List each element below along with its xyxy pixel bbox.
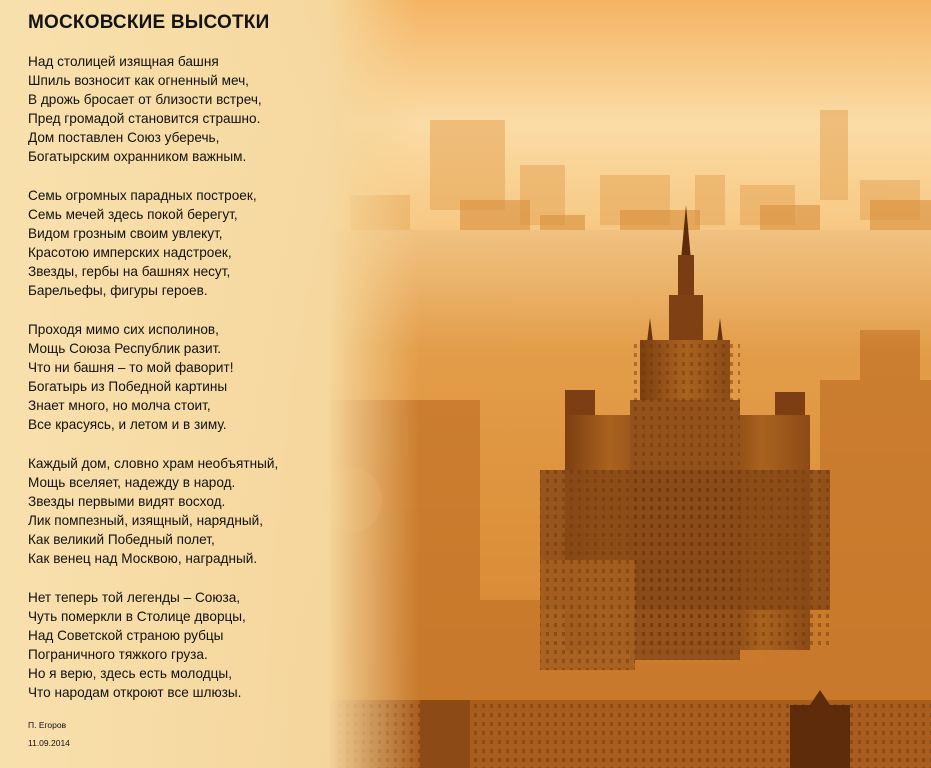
poem-title: МОСКОВСКИЕ ВЫСОТКИ bbox=[28, 12, 270, 33]
poem-line: Шпиль возносит как огненный меч, bbox=[28, 73, 249, 88]
poem-line: Что народам откроют все шлюзы. bbox=[28, 685, 242, 700]
poem-line: Над Советской страною рубцы bbox=[28, 628, 224, 643]
poem-line: Нет теперь той легенды – Союза, bbox=[28, 590, 241, 605]
poem-line: Мощь вселяет, надежду в народ. bbox=[28, 475, 236, 490]
poem-line: Как великий Победный полет, bbox=[28, 532, 215, 547]
poem-line: Звезды первыми видят восход. bbox=[28, 494, 226, 509]
poem-line: Барельефы, фигуры героев. bbox=[28, 283, 208, 298]
poem-line: Лик помпезный, изящный, нарядный, bbox=[28, 513, 263, 528]
poem-line: Чуть померкли в Столице дворцы, bbox=[28, 609, 246, 624]
poem-line: Но я верю, здесь есть молодцы, bbox=[28, 666, 232, 681]
stanza-3 bbox=[28, 320, 328, 434]
poem-block bbox=[28, 12, 328, 748]
poem-line: В дрожь бросает от близости встреч, bbox=[28, 92, 262, 107]
poem-line: Как венец над Москвою, наградный. bbox=[28, 551, 258, 566]
stanza-4 bbox=[28, 454, 328, 568]
poem-line: Над столицей изящная башня bbox=[28, 54, 219, 69]
stanza-1 bbox=[28, 52, 328, 166]
poem-line: Богатырь из Победной картины bbox=[28, 379, 228, 394]
poem-date: 11.09.2014 bbox=[28, 738, 70, 748]
poem-line: Пред громадой становится страшно. bbox=[28, 111, 261, 126]
stanza-5 bbox=[28, 588, 328, 702]
poem-line: Все красуясь, и летом и в зиму. bbox=[28, 417, 227, 432]
poem-line: Красотою имперских надстроек, bbox=[28, 245, 232, 260]
poem-line: Звезды, гербы на башнях несут, bbox=[28, 264, 231, 279]
poem-line: Пограничного тяжкого груза. bbox=[28, 647, 208, 662]
poem-author: П. Егоров bbox=[28, 720, 67, 730]
poem-line: Семь огромных парадных построек, bbox=[28, 188, 257, 203]
stanza-2 bbox=[28, 186, 328, 300]
poem-line: Каждый дом, словно храм необъятный, bbox=[28, 456, 279, 471]
poem-line: Дом поставлен Союз уберечь, bbox=[28, 130, 220, 145]
poem-line: Проходя мимо сих исполинов, bbox=[28, 322, 219, 337]
poem-line: Видом грозным своим увлекут, bbox=[28, 226, 223, 241]
poem-line: Что ни башня – то мой фаворит! bbox=[28, 360, 234, 375]
poem-line: Мощь Союза Республик разит. bbox=[28, 341, 222, 356]
poem-line: Семь мечей здесь покой берегут, bbox=[28, 207, 238, 222]
poem-line: Знает много, но молча стоит, bbox=[28, 398, 211, 413]
poem-line: Богатырским охранником важным. bbox=[28, 149, 247, 164]
